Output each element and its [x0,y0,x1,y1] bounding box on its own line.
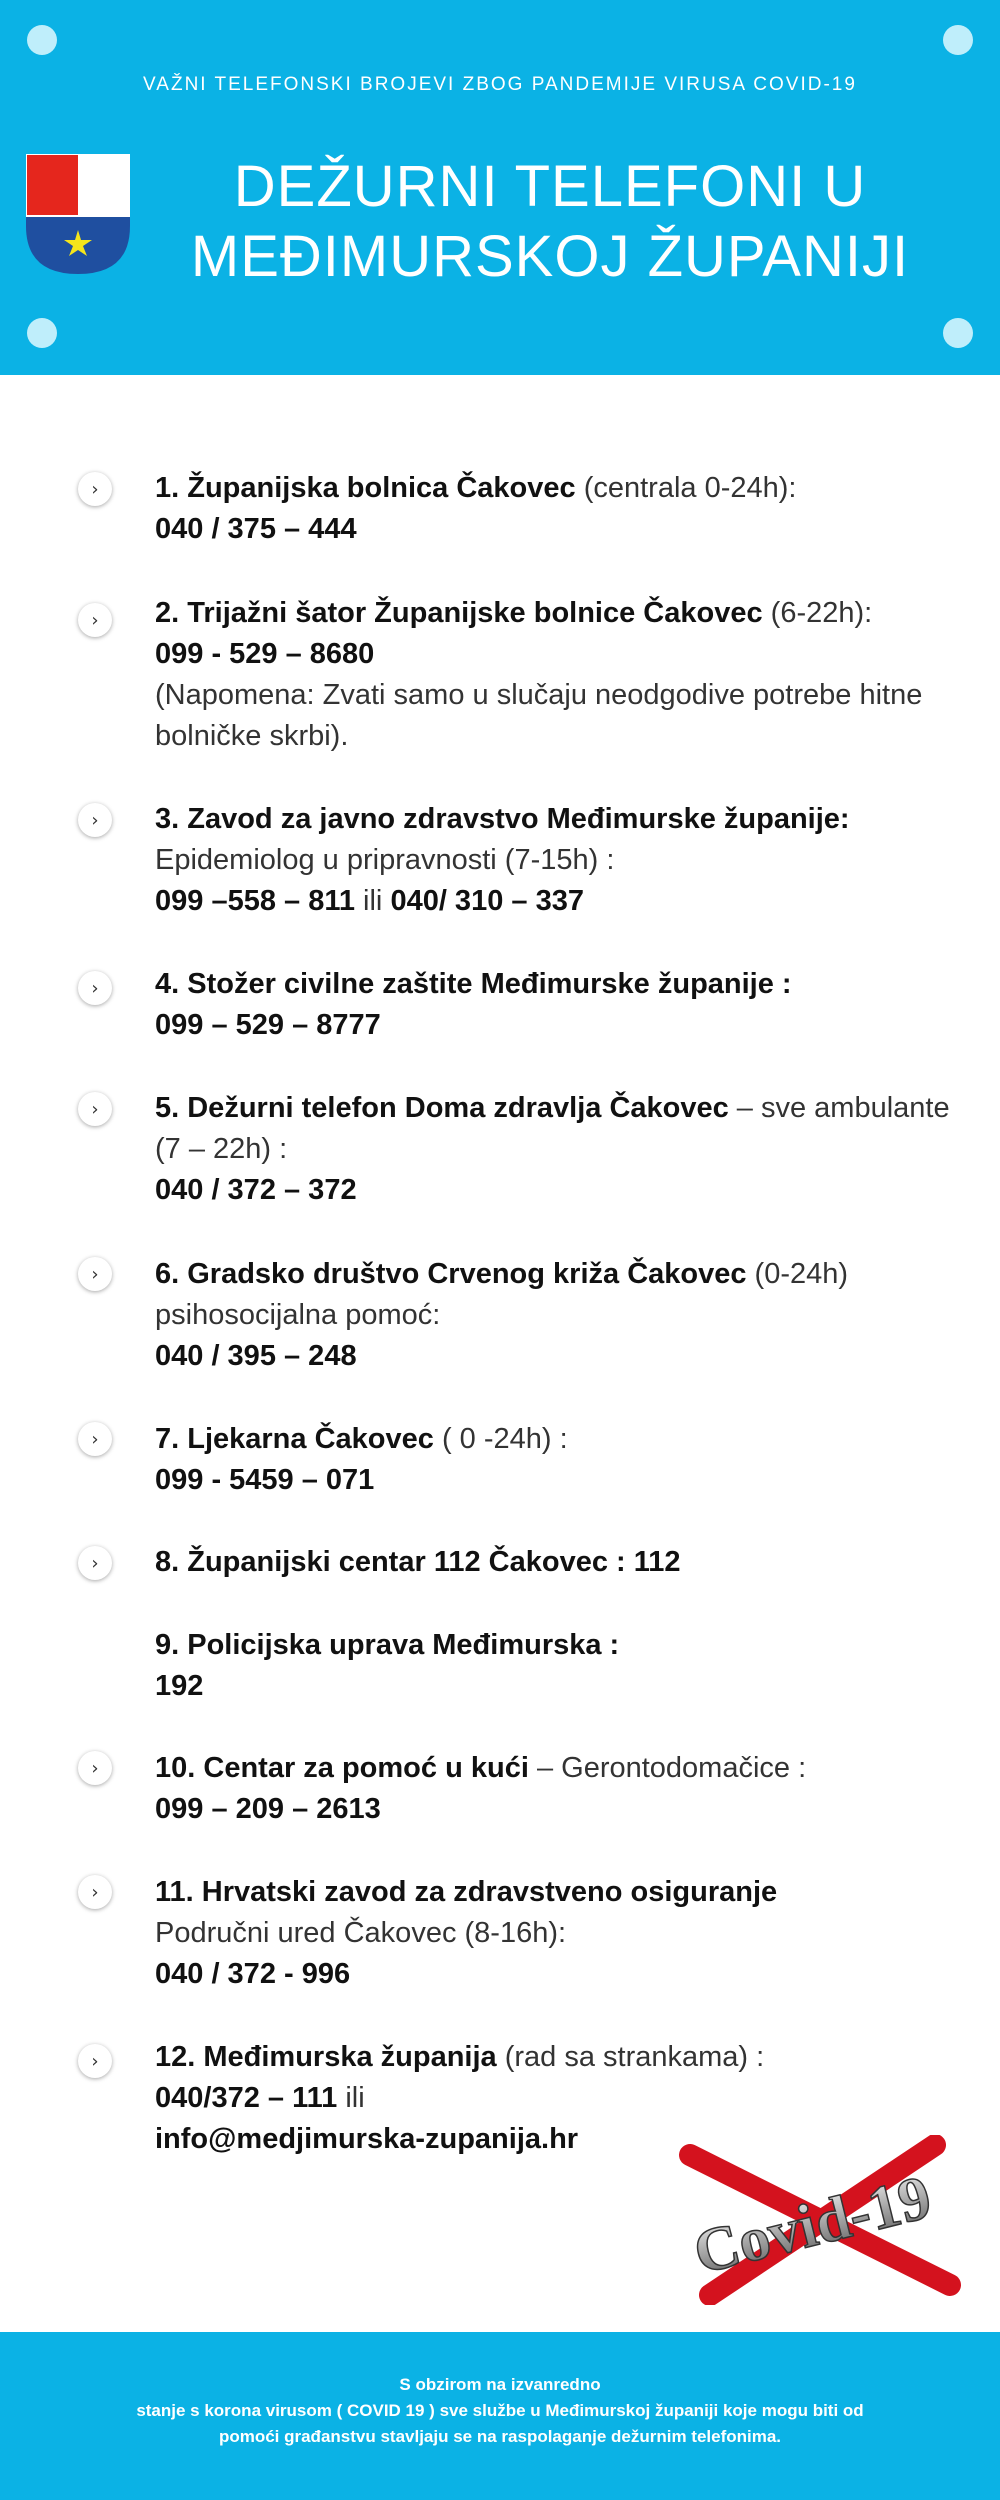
list-item: 1. Županijska bolnica Čakovec (centrala 0-24h): 040 / 375 – 444 [155,472,797,545]
list-item: 4. Stožer civilne zaštite Međimurske županije : 099 – 529 – 8777 [155,968,792,1041]
chevron-right-icon: › [78,1092,112,1126]
list-item: 8. Županijski centar 112 Čakovec : 112 [155,1546,681,1578]
county-crest-icon [26,154,130,274]
chevron-right-icon: › [78,603,112,637]
chevron-right-icon: › [78,1546,112,1580]
list-item: 10. Centar za pomoć u kući – Gerontodomačice : 099 – 209 – 2613 [155,1752,807,1825]
list-item: 12. Međimurska županija (rad sa strankama) : 040/372 – 111 ili info@medjimurska-zupanija.hr [155,2041,765,2155]
footer-banner [0,2332,1000,2500]
chevron-right-icon: › [78,803,112,837]
badge-label: Covid-19 [687,2163,938,2288]
chevron-right-icon: › [78,1875,112,1909]
list-item: 3. Zavod za javno zdravstvo Međimurske županije: Epidemiolog u pripravnosti (7-15h) : 099 –558 – 811 ili 040/ 310 – 337 [155,803,850,917]
list-item: 5. Dežurni telefon Doma zdravlja Čakovec – sve ambulante (7 – 22h) : 040 / 372 – 372 [155,1092,950,1206]
covid-19-badge-icon [650,2135,970,2305]
list-item: 9. Policijska uprava Međimurska : 192 [155,1629,620,1702]
chevron-right-icon: › [78,472,112,506]
list-item: 6. Gradsko društvo Crvenog križa Čakovec (0-24h) psihosocijalna pomoć: 040 / 395 – 248 [155,1258,849,1372]
decor-dot [27,25,57,55]
decor-dot [943,318,973,348]
header-banner [0,0,1000,375]
header-subtitle: VAŽNI TELEFONSKI BROJEVI ZBOG PANDEMIJE VIRUSA COVID-19 [143,74,857,95]
decor-dot [27,318,57,348]
list-item: 11. Hrvatski zavod za zdravstveno osiguranje Područni ured Čakovec (8-16h): 040 / 372 - 996 [155,1876,778,1990]
footer-note: S obzirom na izvanredno stanje s korona virusom ( COVID 19 ) sve službe u Međimurskoj županiji koje mogu biti od pomoći građanstvu stavljaju se na raspolaganje dežurnim telefonima. [136,2375,864,2446]
decor-dot [943,25,973,55]
list-item: 7. Ljekarna Čakovec ( 0 -24h) : 099 - 5459 – 071 [155,1423,568,1496]
page-title: DEŽURNI TELEFONI U MEĐIMURSKOJ ŽUPANIJI [190,154,910,289]
chevron-right-icon: › [78,2044,112,2078]
chevron-right-icon: › [78,971,112,1005]
list-item: 2. Trijažni šator Županijske bolnice Čakovec (6-22h): 099 - 529 – 8680 (Napomena: Zvati samo u slučaju neodgodive potrebe hitne bolničke skrbi). [155,597,923,752]
chevron-right-icon: › [78,1751,112,1785]
chevron-right-icon: › [78,1422,112,1456]
chevron-right-icon: › [78,1257,112,1291]
